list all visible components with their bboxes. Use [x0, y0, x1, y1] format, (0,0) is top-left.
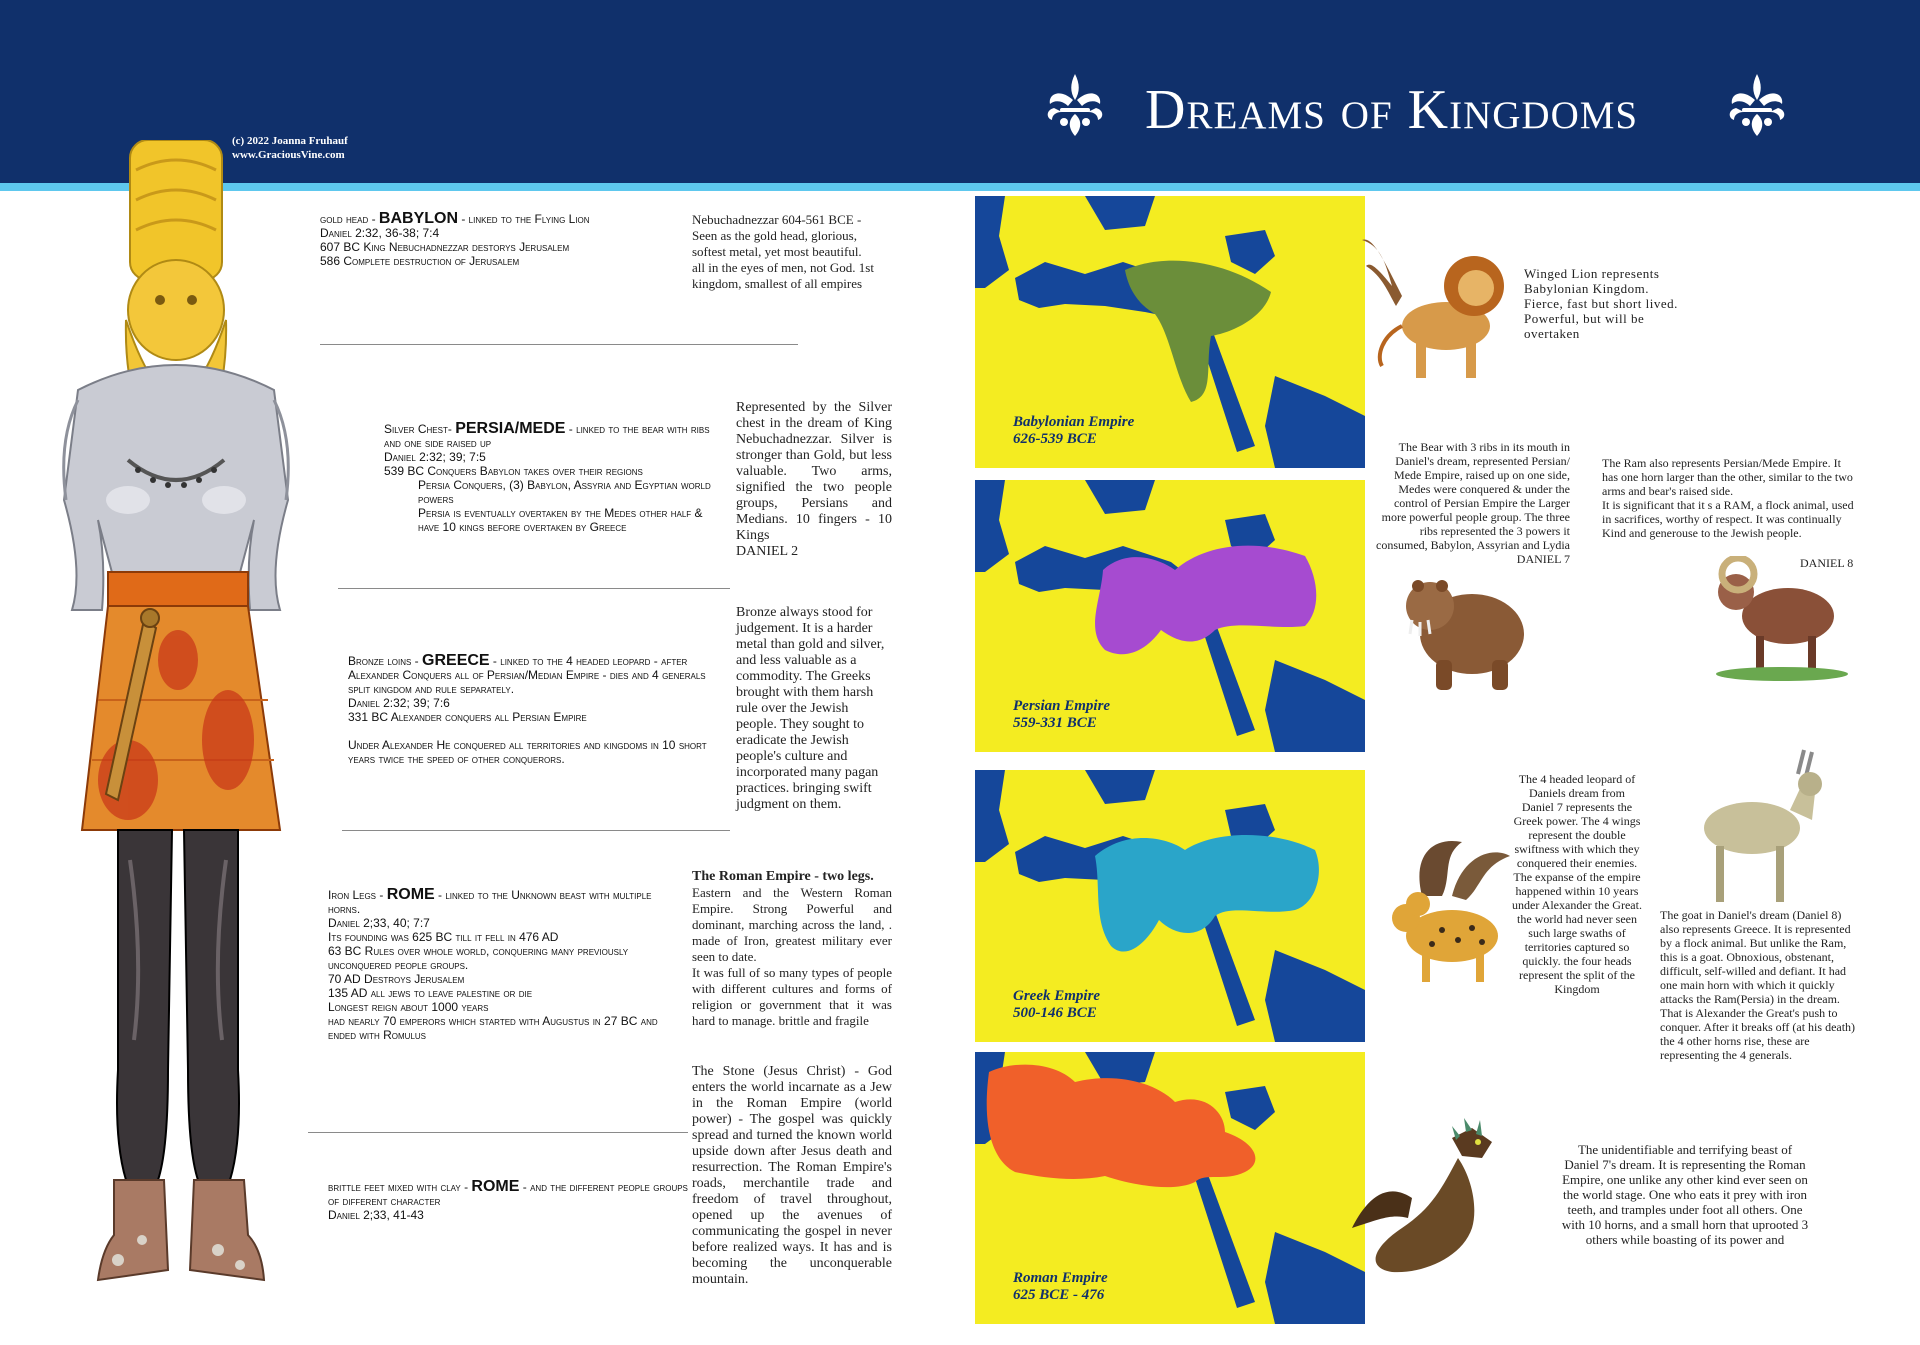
historical-fact: 331 BC Alexander conquers all Persian Empire: [348, 710, 587, 724]
scripture-reference: DANIEL 8: [1800, 556, 1854, 570]
description-text: The Bear with 3 ribs in its mouth in Daniel's dream, represented Persian/ Mede Empire, raised up on one side, Medes were conquered & under the control of Persian Empire the Larger more powerful people group. The three ribs represented the 3 powers it consumed, Babylon, Assyrian and Lydia: [1376, 440, 1570, 552]
section-suffix: - and the different people groups of different character: [328, 1180, 688, 1208]
map-caption: [1013, 698, 1110, 732]
kingdom-name: GREECE: [422, 652, 490, 669]
description-text: It was full of so many types of people with different cultures and forms of religion or government that it was hard to manage. brittle and fragile: [692, 965, 892, 1028]
empire-name: Roman Empire: [1013, 1270, 1108, 1286]
historical-fact: 607 BC King Nebuchadnezzar destorys Jerusalem: [320, 240, 570, 254]
empire-name: Persian Empire: [1013, 698, 1111, 714]
copyright-line: www.GraciousVine.com: [232, 149, 345, 161]
persian-empire-map: [975, 480, 1365, 752]
section-suffix: - linked to the bear with ribs and one side raised up: [384, 422, 710, 450]
divider-line: [308, 1132, 688, 1133]
map-caption: [1013, 1270, 1108, 1304]
silver-description: [736, 400, 892, 560]
historical-fact: had nearly 70 emperors which started with Augustus in 27 BC and ended with Romulus: [328, 1014, 658, 1042]
section-prefix: gold head -: [320, 212, 379, 226]
gold-head-section: [320, 212, 640, 268]
section-suffix: - linked to the Flying Lion: [458, 212, 590, 226]
scripture-reference: Daniel 2;33, 41-43: [328, 1208, 424, 1222]
scripture-reference: Daniel 2:32, 36-38; 7:4: [320, 226, 440, 240]
kingdom-name: ROME: [471, 1178, 520, 1195]
bronze-loins-section: [348, 654, 726, 766]
clay-feet-section: [328, 1180, 688, 1222]
section-suffix: - linked to the 4 headed leopard - after Alexander Conquers all of Persian/Median Empire - dies and 4 generals split kingdom and rule separately.: [348, 654, 706, 696]
empire-dates: 559-331 BCE: [1013, 715, 1097, 731]
bear-icon: [1392, 564, 1532, 694]
four-headed-leopard-icon: [1382, 836, 1512, 986]
historical-fact: Longest reign about 1000 years: [328, 1000, 489, 1014]
greek-empire-map: [975, 770, 1365, 1042]
page-title: Dreams of Kingdoms: [1145, 79, 1639, 141]
clay-description: The Stone (Jesus Christ) - God enters the world incarnate as a Jew in the Roman Empire (world power) - The gospel was quickly spread and turned the known world upside down after Jesus death and resurrection. The Roman Empire's roads, merchantile trade and freedom of travel throughout, opened up the avenues of communicating the gospel in never before realized ways. It has and is becoming the unconquerable mountain.: [692, 1064, 892, 1287]
babylonian-empire-map: [975, 196, 1365, 468]
divider-line: [342, 830, 730, 831]
kingdom-name: BABYLON: [378, 210, 459, 227]
ram-icon: [1698, 556, 1848, 686]
description-text: The Ram also represents Persian/Mede Empire. It has one horn larger than the other, similar to the two arms and bear's raised side.: [1602, 456, 1853, 498]
description-text: It is significant that it s a RAM, a flock animal, used in sacrifices, worthy of respect. It was continually Kind and generouse to the Jewish people.: [1602, 498, 1854, 540]
divider-line: [338, 588, 730, 589]
iron-legs-section: [328, 888, 678, 1042]
map-caption: [1013, 988, 1100, 1022]
winged-lion-icon: [1362, 226, 1512, 386]
section-prefix: brittle feet mixed with clay -: [328, 1180, 472, 1194]
statue-illustration: [18, 140, 318, 1310]
roman-empire-map: [975, 1052, 1365, 1324]
gold-description: Nebuchadnezzar 604-561 BCE - Seen as the gold head, glorious, softest metal, yet most beautiful. all in the eyes of men, not God. 1st kingdom, smallest of all empires: [692, 212, 874, 291]
scripture-reference: Daniel 2;33, 40; 7:7: [328, 916, 430, 930]
bear-description: [1370, 440, 1570, 566]
iron-heading: The Roman Empire - two legs.: [692, 869, 874, 884]
section-suffix: - linked to the Unknown beast with multiple horns.: [328, 888, 652, 916]
empire-dates: 500-146 BCE: [1013, 1005, 1097, 1021]
section-prefix: Bronze loins -: [348, 654, 423, 668]
description-text: Eastern and the Western Roman Empire. Strong Powerful and dominant, marching across the land, . made of Iron, greatest military ever seen to date.: [692, 885, 892, 964]
historical-fact: Persia is eventually overtaken by the Medes other half & have 10 kings before overtaken by Greece: [418, 506, 703, 534]
divider-line: [320, 344, 798, 345]
dragon-beast-icon: [1352, 1118, 1512, 1278]
historical-fact: Under Alexander He conquered all territories and kingdoms in 10 short years twice the speed of other conquerors.: [348, 738, 707, 766]
fleur-ornament-icon: [1722, 70, 1792, 140]
leopard-description: The 4 headed leopard of Daniels dream from Daniel 7 represents the Greek power. The 4 wings represent the double swiftness with which they conquered their enemies. The expanse of the empire happened within 10 years under Alexander the Great. the world had never seen such large swaths of territories captured so quickly. the four heads represent the split of the Kingdom: [1512, 772, 1642, 996]
scripture-reference: DANIEL 7: [1516, 552, 1570, 566]
kingdom-name: PERSIA/MEDE: [455, 420, 566, 437]
empire-dates: 625 BCE - 476: [1013, 1287, 1105, 1303]
historical-fact: 135 AD all jews to leave palestine or die: [328, 986, 533, 1000]
historical-fact: 539 BC Conquers Babylon takes over their regions: [384, 464, 643, 478]
historical-fact: Persia Conquers, (3) Babylon, Assyria and Egyptian world powers: [418, 478, 711, 506]
description-text: Represented by the Silver chest in the dream of King Nebuchadnezzar. Silver is stronger than Gold, but less valuable. Two arms, signified the two people groups, Persians and Medians. 10 fingers - 10 Kings: [736, 400, 892, 543]
kingdom-name: ROME: [386, 886, 435, 903]
historical-fact: 63 BC Rules over whole world, conquering many previously unconquered people groups.: [328, 944, 629, 972]
goat-icon: [1686, 740, 1836, 910]
scripture-reference: Daniel 2:32; 39; 7:6: [348, 696, 450, 710]
fleur-ornament-icon: [1040, 70, 1110, 140]
section-prefix: Iron Legs -: [328, 888, 387, 902]
silver-chest-section: [384, 422, 724, 534]
historical-fact: Its founding was 625 BC till it fell in 476 AD: [328, 930, 559, 944]
ram-description: [1602, 456, 1858, 540]
map-caption: [1013, 414, 1134, 448]
scripture-reference: Daniel 2:32; 39; 7:5: [384, 450, 486, 464]
lion-description: Winged Lion represents Babylonian Kingdom. Fierce, fast but short lived. Powerful, but will be overtaken: [1524, 266, 1678, 341]
empire-name: Babylonian Empire: [1013, 414, 1135, 430]
iron-description: [692, 868, 892, 1029]
historical-fact: 70 AD Destroys Jerusalem: [328, 972, 465, 986]
goat-description: The goat in Daniel's dream (Daniel 8) also represents Greece. It is represented by a flock animal. But unlike the Ram, this is a goat. Obnoxious, obstenant, difficult, self-willed and defiant. It had one main horn with which it quickly attacks the Ram(Persia) in the dream. That is Alexander the Great's push to conquer. After it breaks off (at his death) the 4 other horns rise, these are representing the 4 generals.: [1660, 908, 1856, 1062]
empire-dates: 626-539 BCE: [1013, 431, 1097, 447]
empire-name: Greek Empire: [1013, 988, 1101, 1004]
beast-description: The unidentifiable and terrifying beast of Daniel 7's dream. It is representing the Roman Empire, one unlike any other kind ever seen on the world stage. One who eats it prey with iron teeth, and tramples under foot all others. One with 10 horns, and a small horn that uprooted 3 others while boasting of its power and: [1561, 1142, 1809, 1247]
copyright-line: (c) 2022 Joanna Fruhauf: [232, 135, 348, 147]
bronze-description: Bronze always stood for judgement. It is a harder metal than gold and silver, and less valuable as a commodity. The Greeks brought with them harsh rule over the Jewish people. They sought to eradicate the Jewish people's culture and incorporated many pagan practices. bringing swift judgment on them.: [736, 605, 885, 812]
scripture-reference: DANIEL 2: [736, 544, 799, 559]
historical-fact: 586 Complete destruction of Jerusalem: [320, 254, 520, 268]
section-prefix: Silver Chest-: [384, 422, 456, 436]
